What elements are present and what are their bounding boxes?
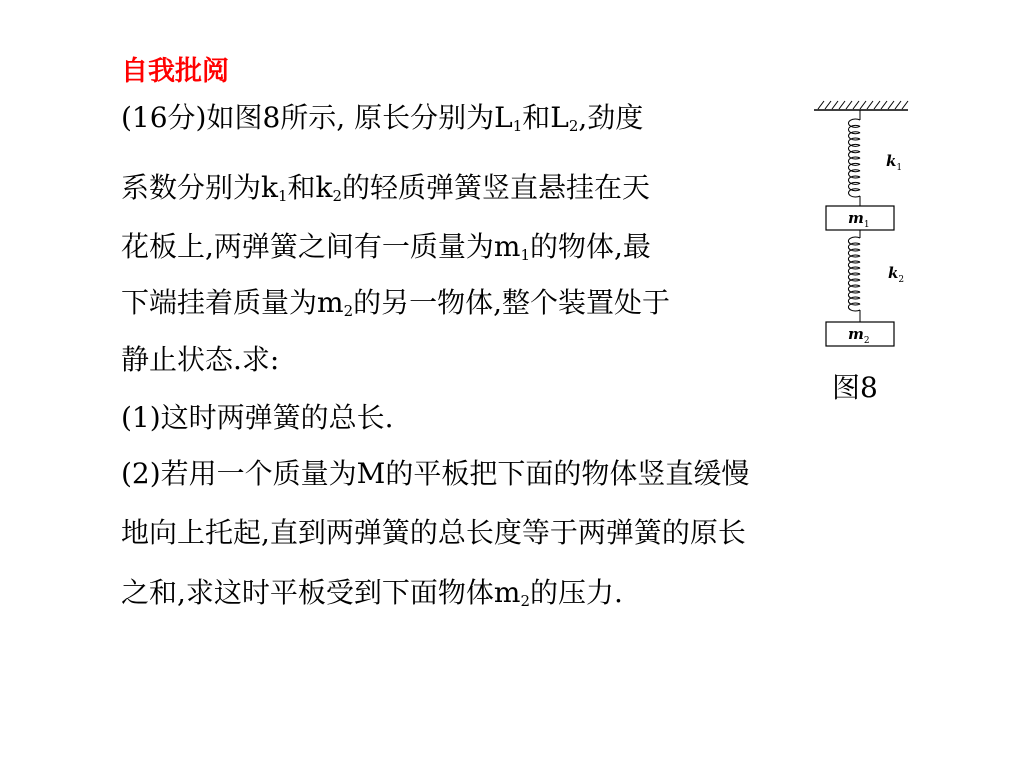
line1-mid: 和L — [522, 101, 569, 134]
problem-line-5: 静止状态.求: — [121, 343, 280, 376]
line2-sub1: 1 — [277, 187, 288, 205]
line1-sub2: 2 — [568, 117, 579, 135]
problem-line-7: (2)若用一个质量为M的平板把下面的物体竖直缓慢 — [121, 457, 750, 490]
spring-1-label: $k_1$ — [886, 152, 903, 173]
line9-sub1: 2 — [520, 592, 530, 610]
line4-pre: 下端挂着质量为m — [121, 286, 344, 319]
line1-sub1: 1 — [512, 117, 523, 135]
line3-pre: 花板上,两弹簧之间有一质量为m — [121, 230, 521, 263]
problem-line-9 — [121, 573, 623, 613]
line2-pre: 系数分别为k — [121, 171, 278, 204]
problem-line-8: 地向上托起,直到两弹簧的总长度等于两弹簧的原长 — [121, 516, 746, 549]
spring-2 — [848, 230, 860, 322]
line1-pre: (16分)如图8所示, 原长分别为L — [121, 101, 513, 134]
line2-sub2: 2 — [332, 187, 343, 205]
problem-line-3 — [121, 227, 651, 267]
line4-sub1: 2 — [343, 302, 354, 320]
spring-mass-diagram — [808, 98, 918, 358]
line3-post: 的物体,最 — [530, 230, 651, 263]
line9-post: 的压力. — [530, 576, 623, 609]
line9-pre: 之和,求这时平板受到下面物体m — [121, 576, 521, 609]
mass-1-label: $m_1$ — [848, 209, 870, 230]
problem-line-4 — [121, 283, 670, 323]
line1-post: ,劲度 — [578, 101, 644, 134]
mass-2-label: $m_2$ — [848, 325, 870, 346]
spring-1 — [849, 110, 861, 206]
figure-caption: 图8 — [832, 371, 878, 404]
line4-post: 的另一物体,整个装置处于 — [353, 286, 671, 319]
problem-line-6: (1)这时两弹簧的总长. — [121, 401, 394, 434]
ceiling — [814, 101, 908, 110]
problem-line-1 — [121, 98, 643, 138]
heading: 自我批阅 — [121, 56, 229, 87]
spring-2-label: $k_2$ — [888, 264, 905, 285]
line3-sub1: 1 — [520, 246, 530, 264]
problem-line-2 — [121, 168, 650, 208]
line2-mid: 和k — [287, 171, 333, 204]
line2-post: 的轻质弹簧竖直悬挂在天 — [342, 171, 651, 204]
